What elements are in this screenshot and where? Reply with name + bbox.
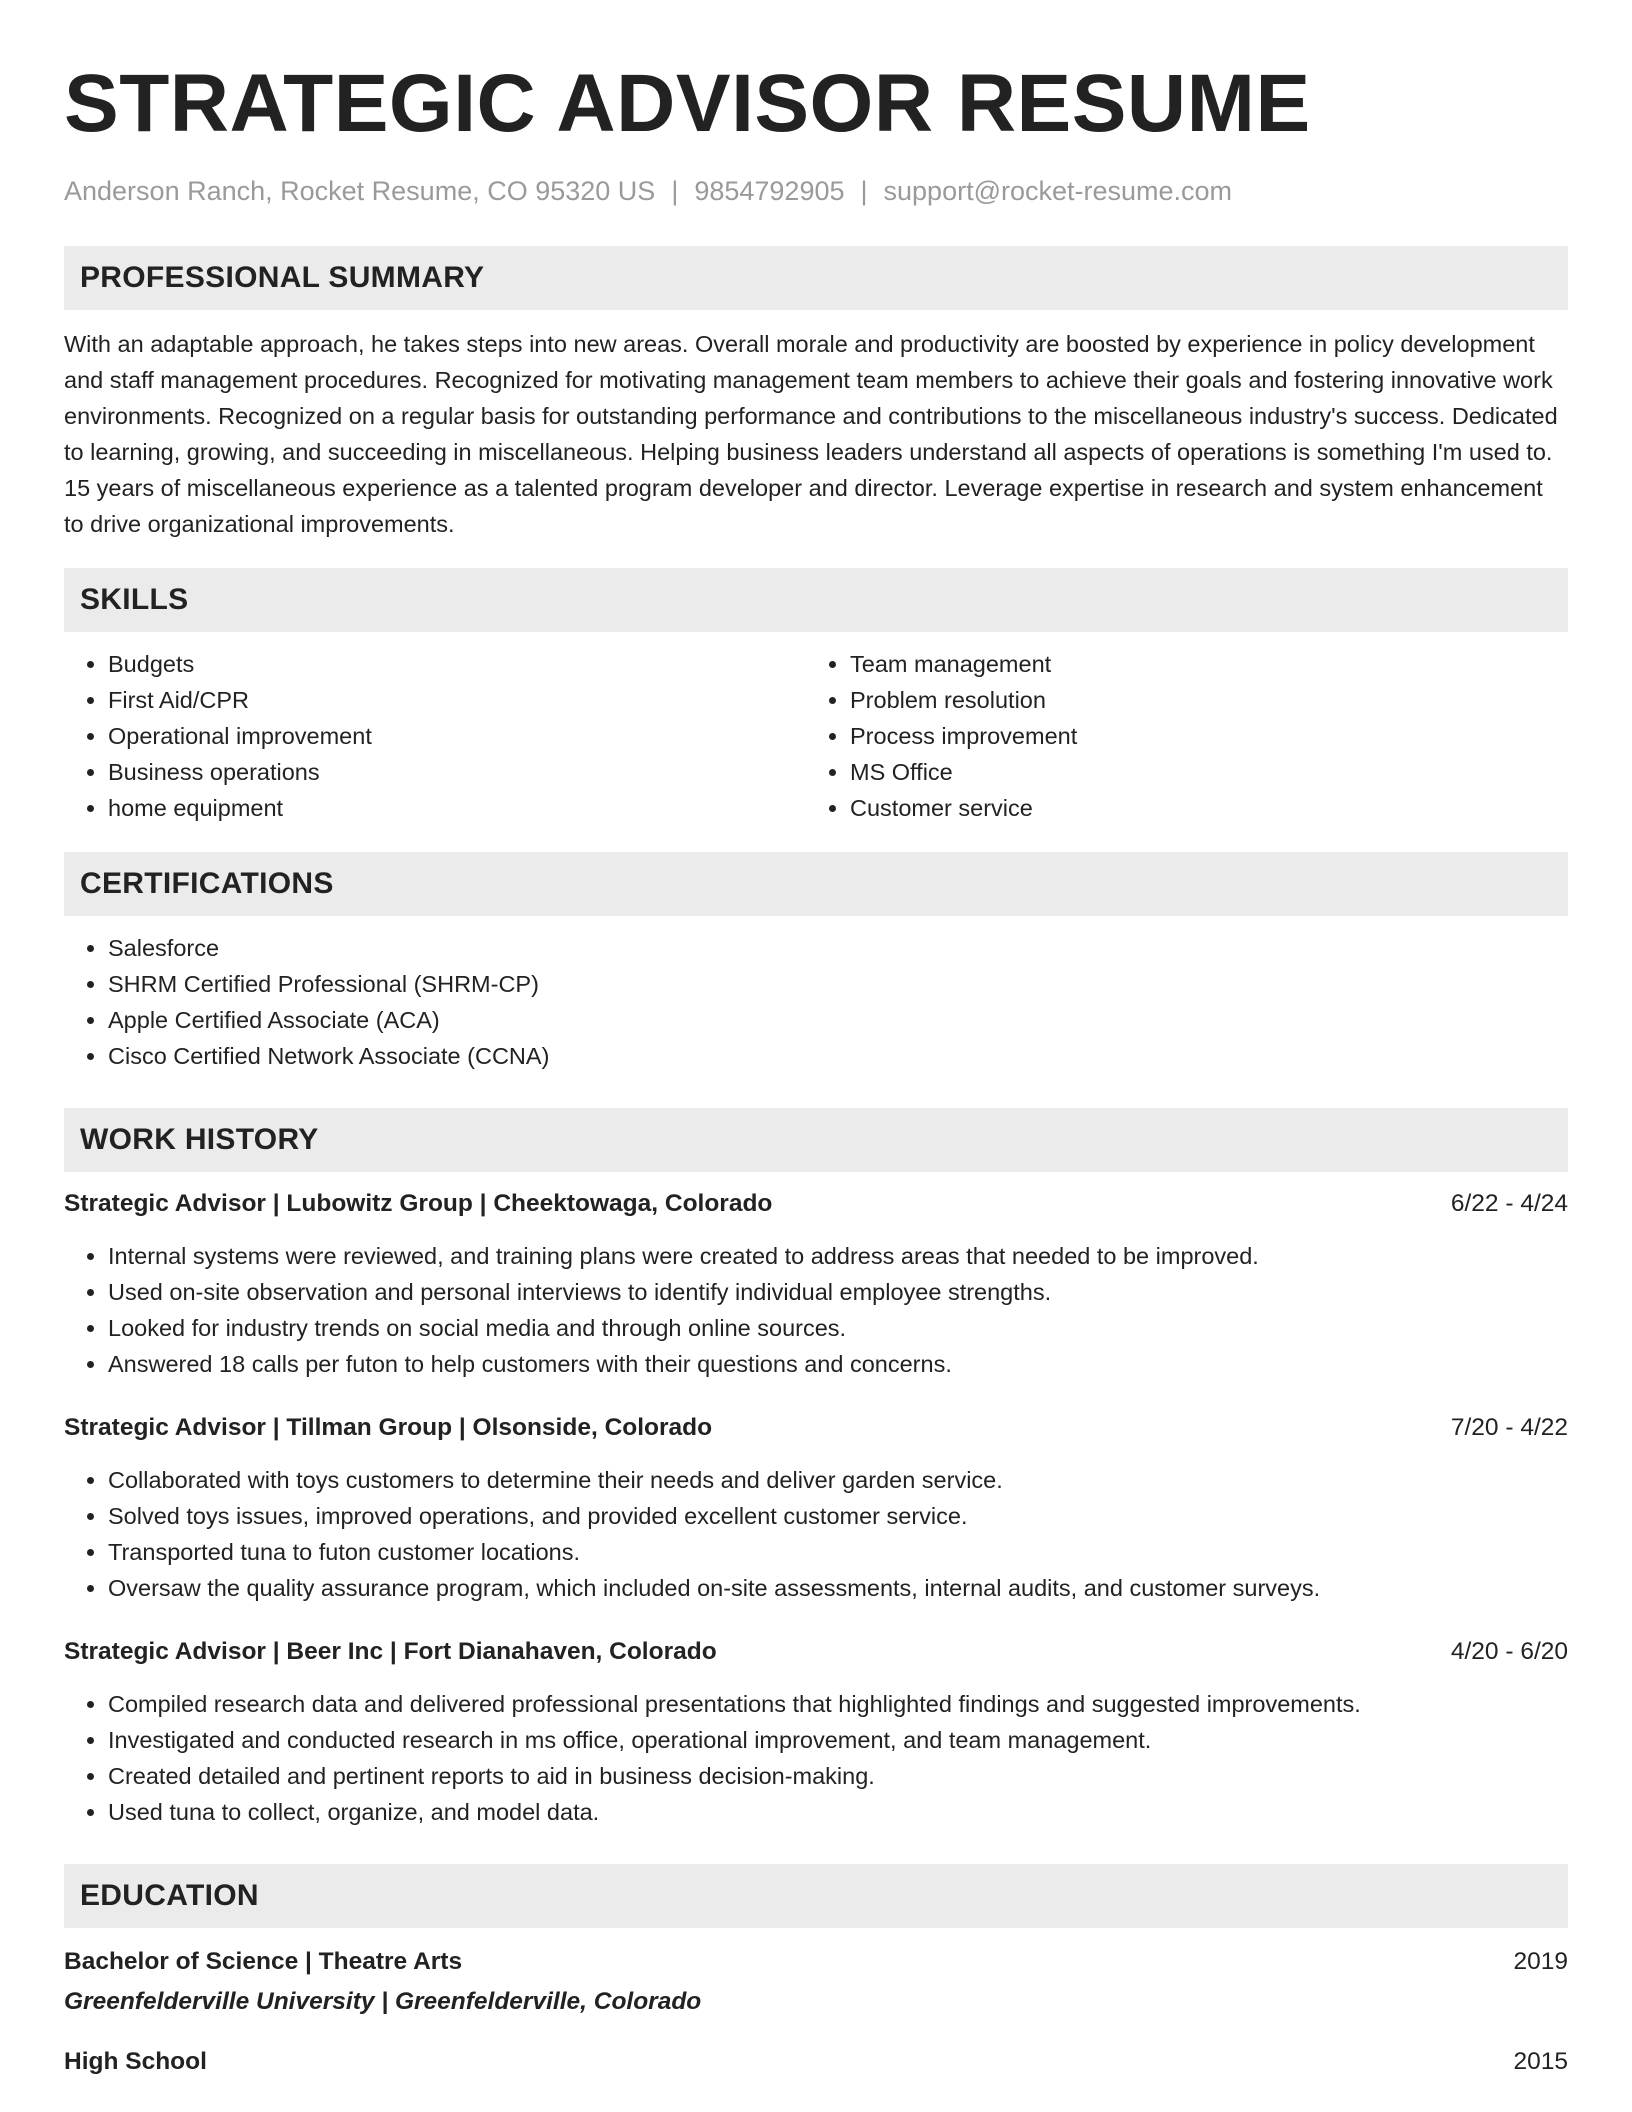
- job-bullets: [64, 1462, 1568, 1606]
- education-year: 2019: [1513, 1948, 1568, 1975]
- education-degree: High School: [64, 2048, 207, 2075]
- skill-item: • Process improvement: [850, 718, 1548, 754]
- job-bullets: [64, 1686, 1568, 1830]
- contact-separator: |: [671, 176, 679, 206]
- job-bullet: • Transported tuna to futon customer locations.: [108, 1534, 1568, 1570]
- education-entry: [64, 2044, 1568, 2080]
- certification-item: • SHRM Certified Professional (SHRM-CP): [108, 966, 1568, 1002]
- education-degree: Bachelor of Science | Theatre Arts: [64, 1948, 463, 1975]
- skill-item: • Problem resolution: [850, 682, 1548, 718]
- job-title: Strategic Advisor | Beer Inc | Fort Dianahaven, Colorado: [64, 1638, 717, 1665]
- job-header: [64, 1634, 1568, 1670]
- skills-list-left: [64, 646, 806, 826]
- summary-heading: PROFESSIONAL SUMMARY: [64, 246, 1568, 310]
- job-bullet: • Answered 18 calls per futon to help customers with their questions and concerns.: [108, 1346, 1568, 1382]
- skills-list-right: [806, 646, 1548, 826]
- skill-item: • Customer service: [850, 790, 1548, 826]
- job-title: Strategic Advisor | Lubowitz Group | Cheektowaga, Colorado: [64, 1190, 773, 1217]
- job-bullet: • Collaborated with toys customers to determine their needs and deliver garden service.: [108, 1462, 1568, 1498]
- skill-item: • Budgets: [108, 646, 806, 682]
- summary-text: With an adaptable approach, he takes steps into new areas. Overall morale and productivity are boosted by experience in policy development and staff management procedures. Recognized for motivating management team members to achieve their goals and fostering innovative work environments. Recognized on a regular basis for outstanding performance and contributions to the miscellaneous industry's success. Dedicated to learning, growing, and succeeding in miscellaneous. Helping business leaders understand all aspects of operations is something I'm used to. 15 years of miscellaneous experience as a talented program developer and director. Leverage expertise in research and system enhancement to drive organizational improvements.: [64, 331, 1558, 537]
- skills-column-right: [806, 646, 1548, 826]
- job-bullet: • Compiled research data and delivered professional presentations that highlighted findings and suggested improvements.: [108, 1686, 1568, 1722]
- education-year: 2015: [1513, 2048, 1568, 2075]
- education-school: Greenfelderville University | Greenfelderville, Colorado: [64, 1988, 702, 2015]
- skills-column-left: [64, 646, 806, 826]
- job-header: [64, 1186, 1568, 1222]
- certifications-list: [64, 930, 1568, 1074]
- certification-item: • Apple Certified Associate (ACA): [108, 1002, 1568, 1038]
- job-dates: 6/22 - 4/24: [1450, 1190, 1568, 1217]
- job-bullet: • Used on-site observation and personal interviews to identify individual employee strengths.: [108, 1274, 1568, 1310]
- job-dates: 7/20 - 4/22: [1450, 1414, 1568, 1441]
- job-bullet: • Used tuna to collect, organize, and model data.: [108, 1794, 1568, 1830]
- job-bullet: • Created detailed and pertinent reports to aid in business decision-making.: [108, 1758, 1568, 1794]
- job-dates: 4/20 - 6/20: [1450, 1638, 1568, 1665]
- education-header: [64, 1944, 1568, 1980]
- job-entry: [64, 1634, 1568, 1830]
- contact-line: [64, 174, 1568, 208]
- job-title: Strategic Advisor | Tillman Group | Olsonside, Colorado: [64, 1414, 713, 1441]
- skill-item: • MS Office: [850, 754, 1548, 790]
- job-bullet: • Looked for industry trends on social media and through online sources.: [108, 1310, 1568, 1346]
- job-header: [64, 1410, 1568, 1446]
- job-bullet: • Oversaw the quality assurance program, which included on-site assessments, internal audits, and customer surveys.: [108, 1570, 1568, 1606]
- job-entry: [64, 1410, 1568, 1606]
- education-entry: [64, 1944, 1568, 2020]
- job-entry: [64, 1186, 1568, 1382]
- certification-item: • Salesforce: [108, 930, 1568, 966]
- skill-item: • home equipment: [108, 790, 806, 826]
- contact-separator: |: [860, 176, 868, 206]
- job-bullets: [64, 1238, 1568, 1382]
- job-bullet: • Internal systems were reviewed, and training plans were created to address areas that needed to be improved.: [108, 1238, 1568, 1274]
- certification-item: • Cisco Certified Network Associate (CCNA): [108, 1038, 1568, 1074]
- job-bullet: • Solved toys issues, improved operations, and provided excellent customer service.: [108, 1498, 1568, 1534]
- skill-item: • First Aid/CPR: [108, 682, 806, 718]
- certifications-heading: CERTIFICATIONS: [64, 852, 1568, 916]
- skill-item: • Operational improvement: [108, 718, 806, 754]
- skill-item: • Team management: [850, 646, 1548, 682]
- job-bullet: • Investigated and conducted research in ms office, operational improvement, and team management.: [108, 1722, 1568, 1758]
- education-header: [64, 2044, 1568, 2080]
- skills-grid: [64, 646, 1568, 826]
- contact-phone: 9854792905: [694, 176, 845, 206]
- resume-page: [64, 0, 1568, 2080]
- skills-heading: SKILLS: [64, 568, 1568, 632]
- contact-email: support@rocket-resume.com: [883, 176, 1233, 206]
- skill-item: • Business operations: [108, 754, 806, 790]
- contact-address: Anderson Ranch, Rocket Resume, CO 95320 US: [64, 176, 656, 206]
- work-history-heading: WORK HISTORY: [64, 1108, 1568, 1172]
- resume-title: STRATEGIC ADVISOR RESUME: [64, 58, 1311, 149]
- education-heading: EDUCATION: [64, 1864, 1568, 1928]
